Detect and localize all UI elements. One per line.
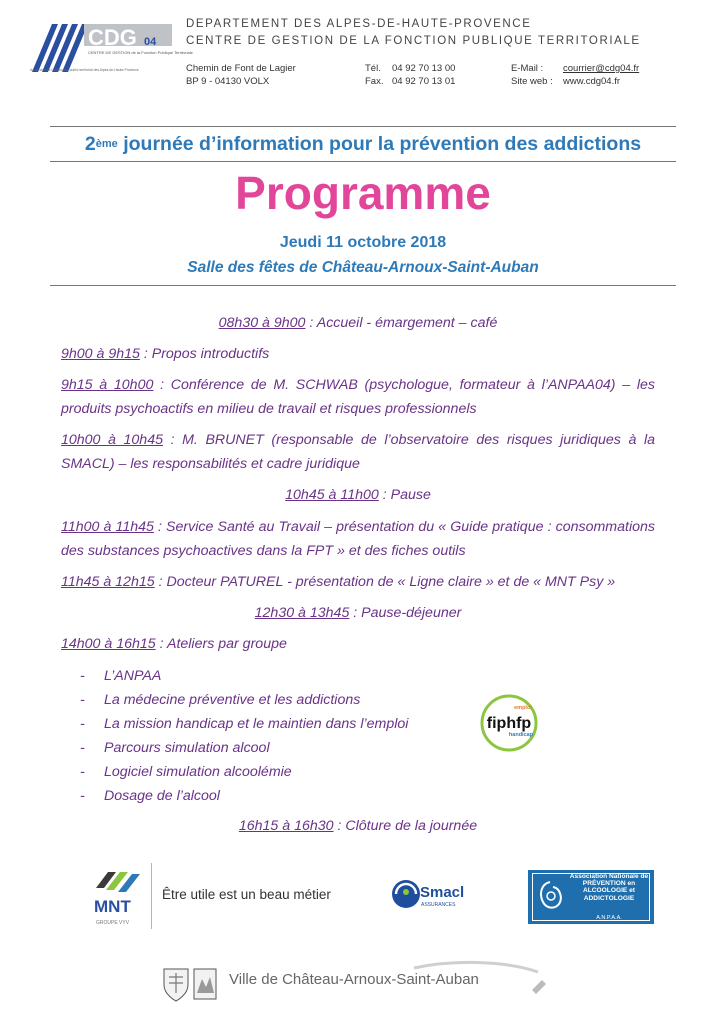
fiphfp-logo [478, 692, 540, 754]
mnt-slogan: Être utile est un beau métier [162, 887, 331, 902]
bottom-rule [50, 285, 676, 286]
program-time: 10h45 à 11h00 [285, 487, 379, 503]
program-item [61, 515, 655, 563]
event-title [50, 133, 676, 156]
top-rule [50, 126, 676, 127]
program-item [61, 428, 655, 476]
footer-swoosh-icon [412, 958, 552, 1006]
program-item [61, 311, 655, 335]
svg-text:Smacl: Smacl [420, 884, 465, 901]
web-label: Site web : [511, 76, 553, 87]
program-desc: : Clôture de la journée [333, 818, 478, 834]
program-time: 11h00 à 11h45 [61, 519, 154, 535]
fax-label: Fax. [365, 76, 384, 87]
program-desc: : Service Santé au Travail – présentation du « Guide pratique : consommations des substances psychoactives dans la FPT » et des fiches outils [61, 519, 655, 559]
tel-label: Tél. [365, 63, 381, 74]
bullet-dash: - [80, 764, 85, 780]
svg-text:ASSURANCES: ASSURANCES [421, 902, 456, 908]
list-item [80, 784, 408, 808]
program-desc: : Pause [378, 487, 431, 503]
svg-text:04: 04 [144, 36, 157, 48]
workshop-label: La médecine préventive et les addictions [104, 692, 361, 708]
bullet-dash: - [80, 692, 85, 708]
anpaa-logo [528, 870, 654, 924]
program-desc: : Conférence de M. SCHWAB (psychologue, formateur à l’ANPAA04) – les produits psychoactifs en milieu de travail et risques professionnels [61, 377, 655, 417]
program-time: 14h00 à 16h15 [61, 636, 156, 652]
list-item [80, 760, 408, 784]
mnt-logo [90, 862, 156, 930]
program-item [61, 632, 655, 656]
title-text: journée d’information pour la prévention des addictions [117, 133, 642, 155]
email-link[interactable]: courrier@cdg04.fr [563, 63, 640, 74]
program-time: 10h00 à 10h45 [61, 432, 163, 448]
workshop-label: Parcours simulation alcool [104, 740, 270, 756]
svg-text:CDG: CDG [88, 25, 137, 50]
footer-town-name: Ville de Château-Arnoux-Saint-Auban [229, 971, 479, 988]
logo-tagline: Au service de l'employeur public territorial des Alpes-de-Haute-Provence [30, 68, 139, 72]
program-desc: : Accueil - émargement – café [305, 315, 498, 331]
tel-number: 04 92 70 13 00 [392, 63, 456, 74]
title-ordinal-suffix: ème [95, 138, 118, 150]
program-time: 11h45 à 12h15 [61, 574, 155, 590]
workshop-label: Logiciel simulation alcoolémie [104, 764, 292, 780]
svg-text:GROUPE VYV: GROUPE VYV [96, 920, 130, 926]
program-item [61, 373, 655, 421]
program-time: 9h00 à 9h15 [61, 346, 140, 362]
program-item [61, 814, 655, 838]
organization-name: CENTRE DE GESTION DE LA FONCTION PUBLIQUE TERRITORIALE [186, 35, 641, 47]
smacl-logo [388, 870, 474, 918]
department-name: DEPARTEMENT DES ALPES-DE-HAUTE-PROVENCE [186, 18, 532, 30]
svg-text:handicap: handicap [508, 732, 534, 738]
program-time: 9h15 à 10h00 [61, 377, 154, 393]
anpaa-name: Association Nationale de PRÉVENTION en ALCOOLOGIE et ADDICTOLOGIE [569, 873, 649, 902]
list-item [80, 712, 408, 736]
bullet-dash: - [80, 740, 85, 756]
bullet-dash: - [80, 716, 85, 732]
workshop-label: Dosage de l’alcool [104, 788, 220, 804]
program-item [61, 483, 655, 507]
fax-number: 04 92 70 13 01 [392, 76, 456, 87]
list-item [80, 736, 408, 760]
workshop-label: La mission handicap et le maintien dans l’emploi [104, 716, 409, 732]
title-ordinal: 2 [84, 133, 96, 155]
program-item [61, 570, 655, 594]
town-crest-icon [160, 963, 222, 1003]
title-rule [50, 161, 676, 162]
event-date: Jeudi 11 octobre 2018 [279, 234, 447, 251]
event-venue: Salle des fêtes de Château-Arnoux-Saint-Auban [187, 259, 539, 276]
program-time: 12h30 à 13h45 [254, 605, 350, 621]
program-desc: : Ateliers par groupe [155, 636, 287, 652]
address-line-2: BP 9 - 04130 VOLX [186, 76, 270, 87]
program-desc: : Propos introductifs [139, 346, 270, 362]
svg-text:emploi: emploi [514, 705, 532, 711]
workshop-label: L’ANPAA [104, 668, 162, 684]
bullet-dash: - [80, 788, 85, 804]
list-item [80, 688, 408, 712]
program-item [61, 601, 655, 625]
programme-heading: Programme [235, 167, 491, 219]
list-item [80, 664, 408, 688]
svg-text:fiphfp: fiphfp [486, 715, 532, 732]
bullet-dash: - [80, 668, 85, 684]
program-desc: : Pause-déjeuner [349, 605, 462, 621]
mnt-divider [151, 863, 152, 929]
anpaa-abbreviation: A.N.P.A.A. [596, 915, 622, 921]
svg-text:MNT: MNT [94, 897, 131, 916]
email-label: E-Mail : [511, 63, 544, 74]
address-line-1: Chemin de Font de Lagier [186, 63, 296, 74]
program-desc: : Docteur PATUREL - présentation de « Ligne claire » et de « MNT Psy » [154, 574, 616, 590]
program-time: 08h30 à 9h00 [218, 315, 306, 331]
web-link[interactable]: www.cdg04.fr [563, 76, 621, 87]
program-item [61, 342, 655, 366]
svg-text:CENTRE DE GESTION de la Foncti: CENTRE DE GESTION de la Fonction Publique Territoriale [88, 50, 193, 55]
anpaa-emblem-icon [535, 878, 565, 916]
workshop-list [80, 664, 408, 808]
program-time: 16h15 à 16h30 [238, 818, 334, 834]
program-desc: : M. BRUNET (responsable de l’observatoire des risques juridiques à la SMACL) – les responsabilités et cadre juridique [61, 432, 655, 472]
